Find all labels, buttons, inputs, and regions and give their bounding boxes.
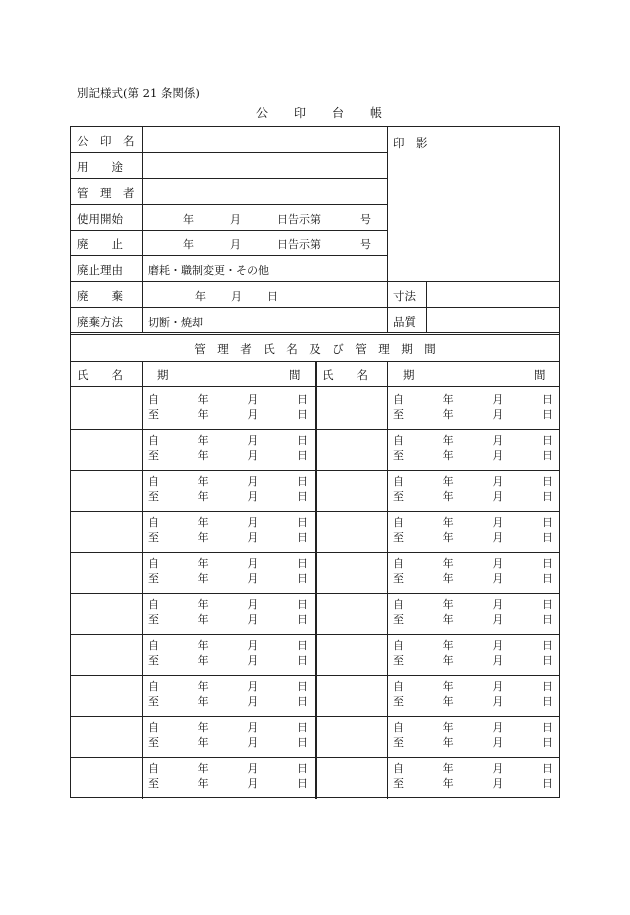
- period-to-row: [393, 735, 553, 750]
- period-to: 至: [393, 695, 404, 708]
- period-day: 日: [296, 721, 308, 734]
- period-year: 年: [442, 654, 454, 667]
- start-label: 使用開始: [77, 212, 123, 226]
- period-from-row: [393, 556, 553, 571]
- period-to-row: [148, 489, 308, 504]
- period-day: 日: [296, 762, 308, 775]
- period-day: 日: [296, 777, 308, 790]
- period-from-row: [148, 515, 308, 530]
- period-from-row: [148, 679, 308, 694]
- period-year: 年: [442, 393, 454, 406]
- period-day: 日: [541, 516, 553, 529]
- period-day: 日: [296, 490, 308, 503]
- period-day: 日: [541, 736, 553, 749]
- period-to-row: [393, 776, 553, 791]
- period-day: 日: [541, 721, 553, 734]
- period-day: 日: [541, 531, 553, 544]
- period-month: 月: [492, 777, 504, 790]
- divider: [71, 281, 559, 282]
- period-month: 月: [247, 475, 259, 488]
- period-year: 年: [197, 516, 209, 529]
- abolish-label: 廃 止: [77, 237, 123, 251]
- period-cell: [393, 556, 553, 586]
- period-to-row: [148, 694, 308, 709]
- period-cell: [148, 597, 308, 627]
- period-year: 年: [197, 572, 209, 585]
- period-cell: [148, 515, 308, 545]
- period-day: 日: [541, 408, 553, 421]
- period-day: 日: [541, 762, 553, 775]
- period-from-row: [393, 679, 553, 694]
- period-to-row: [148, 653, 308, 668]
- size-label: 寸法: [393, 289, 416, 303]
- divider: [71, 634, 559, 635]
- period-day: 日: [541, 475, 553, 488]
- period-year: 年: [442, 572, 454, 585]
- period-from-row: [148, 433, 308, 448]
- period-from-row: [148, 761, 308, 776]
- col-period-end-right: 間: [534, 368, 546, 382]
- period-from-row: [393, 638, 553, 653]
- period-year: 年: [442, 531, 454, 544]
- period-day: 日: [541, 572, 553, 585]
- period-from-row: [148, 392, 308, 407]
- double-divider: [71, 332, 559, 335]
- period-day: 日: [296, 639, 308, 652]
- period-from-row: [393, 761, 553, 776]
- title-char: 台: [332, 106, 345, 120]
- period-day: 日: [296, 736, 308, 749]
- period-day: 日: [541, 695, 553, 708]
- period-to: 至: [148, 654, 159, 667]
- period-to: 至: [393, 449, 404, 462]
- period-year: 年: [197, 434, 209, 447]
- period-year: 年: [197, 762, 209, 775]
- period-to: 至: [393, 613, 404, 626]
- period-to: 至: [148, 777, 159, 790]
- period-year: 年: [442, 736, 454, 749]
- period-from-row: [148, 720, 308, 735]
- period-month: 月: [492, 475, 504, 488]
- period-from: 自: [393, 434, 404, 447]
- period-month: 月: [247, 531, 259, 544]
- period-year: 年: [197, 598, 209, 611]
- period-to: 至: [148, 449, 159, 462]
- period-cell: [148, 392, 308, 422]
- period-month: 月: [247, 695, 259, 708]
- divider: [142, 361, 143, 799]
- imprint-label: 印 影: [393, 136, 428, 150]
- period-month: 月: [492, 434, 504, 447]
- period-month: 月: [247, 777, 259, 790]
- period-year: 年: [197, 654, 209, 667]
- period-day: 日: [296, 654, 308, 667]
- period-year: 年: [442, 598, 454, 611]
- period-cell: [148, 556, 308, 586]
- seal-ledger-table: 公 印 名 用 途 管 理 者 使用開始 廃 止 廃止理由 廃 棄 廃棄方法 印 影 寸法 品質 年 月 日告示第 号 年 月 日告示第 号 磨耗・職制変更・その他 年 月 日 切断・焼却 管 理 者 氏 名 及 び 管 理 期 間 氏 名 期 間 氏 名 期 間 自 年 月 日 至 年 月 日 自 年 月 日 至 年 月 日 自 年 月 日 至 年 月 日 自 年 月 日 至 年 月 日 自 年 月 日 至 年 月 日 自 年 月 日 至 年 月 日 自 年 月 日 至 年 月 日 自 年 月 日 至 年 月 日 自 年 月 日 至 年 月 日 自 年 月 日 至 年 月 日 自 年 月 日 至 年 月 日 自 年 月 日 至 年 月 日 自 年 月 日 至 年 月 日 自 年 月 日 至 年 月 日 自 年 月 日 至 年 月 日 自 年 月 日 至 年 月 日 自 年 月 日 至 年 月 日 自 年 月 日 至 年 月 日 自 年 月 日 至 年 月 日 自 年 月 日 至 年 月 日: [70, 126, 560, 798]
- period-day: 日: [296, 516, 308, 529]
- period-year: 年: [197, 408, 209, 421]
- period-from: 自: [148, 393, 159, 406]
- period-month: 月: [492, 613, 504, 626]
- divider: [71, 511, 559, 512]
- period-to: 至: [393, 531, 404, 544]
- period-month: 月: [247, 490, 259, 503]
- period-day: 日: [541, 490, 553, 503]
- period-day: 日: [541, 680, 553, 693]
- period-to: 至: [148, 572, 159, 585]
- period-to: 至: [148, 613, 159, 626]
- divider: [71, 429, 559, 430]
- divider: [71, 552, 559, 553]
- divider: [387, 361, 388, 799]
- period-from: 自: [393, 762, 404, 775]
- divider: [71, 675, 559, 676]
- period-to: 至: [148, 695, 159, 708]
- period-month: 月: [247, 762, 259, 775]
- col-period-start-left: 期: [157, 368, 169, 382]
- divider: [71, 307, 559, 308]
- period-from: 自: [148, 434, 159, 447]
- period-from: 自: [393, 598, 404, 611]
- period-month: 月: [247, 408, 259, 421]
- period-month: 月: [247, 572, 259, 585]
- period-year: 年: [442, 557, 454, 570]
- period-month: 月: [492, 598, 504, 611]
- period-year: 年: [442, 613, 454, 626]
- period-year: 年: [442, 475, 454, 488]
- period-to-row: [393, 571, 553, 586]
- period-to-row: [148, 612, 308, 627]
- period-month: 月: [492, 695, 504, 708]
- col-period-end-left: 間: [289, 368, 301, 382]
- period-to-row: [393, 530, 553, 545]
- divider: [71, 178, 387, 179]
- period-month: 月: [492, 736, 504, 749]
- period-month: 月: [492, 680, 504, 693]
- form-heading: 別記様式(第 21 条関係): [77, 86, 200, 100]
- period-day: 日: [296, 449, 308, 462]
- period-month: 月: [247, 393, 259, 406]
- reason-value: 磨耗・職制変更・その他: [148, 264, 269, 277]
- col-name-left: 氏 名: [77, 368, 123, 382]
- period-from: 自: [148, 762, 159, 775]
- period-from: 自: [393, 721, 404, 734]
- period-year: 年: [197, 777, 209, 790]
- period-from: 自: [148, 598, 159, 611]
- period-day: 日: [296, 695, 308, 708]
- period-from: 自: [393, 393, 404, 406]
- period-to-row: [148, 407, 308, 422]
- period-month: 月: [247, 680, 259, 693]
- period-day: 日: [296, 393, 308, 406]
- discard-label: 廃 棄: [77, 289, 123, 303]
- period-from: 自: [148, 475, 159, 488]
- period-from-row: [393, 515, 553, 530]
- period-year: 年: [442, 434, 454, 447]
- period-year: 年: [442, 721, 454, 734]
- period-year: 年: [197, 393, 209, 406]
- period-month: 月: [492, 639, 504, 652]
- period-to: 至: [148, 408, 159, 421]
- period-year: 年: [197, 695, 209, 708]
- manager-label: 管 理 者: [77, 186, 135, 200]
- period-day: 日: [541, 613, 553, 626]
- period-from: 自: [148, 639, 159, 652]
- period-month: 月: [247, 721, 259, 734]
- period-day: 日: [296, 613, 308, 626]
- period-month: 月: [247, 557, 259, 570]
- period-month: 月: [247, 736, 259, 749]
- period-month: 月: [247, 639, 259, 652]
- period-month: 月: [492, 490, 504, 503]
- period-to-row: [148, 571, 308, 586]
- period-from-row: [393, 433, 553, 448]
- period-to-row: [148, 735, 308, 750]
- period-to-row: [393, 612, 553, 627]
- period-to: 至: [148, 531, 159, 544]
- period-from: 自: [393, 516, 404, 529]
- period-day: 日: [296, 434, 308, 447]
- period-day: 日: [296, 557, 308, 570]
- use-label: 用 途: [77, 160, 123, 174]
- period-to: 至: [393, 736, 404, 749]
- col-period-start-right: 期: [403, 368, 415, 382]
- period-to: 至: [393, 654, 404, 667]
- period-month: 月: [492, 516, 504, 529]
- page-title: [256, 104, 408, 121]
- title-char: 帳: [370, 106, 383, 120]
- period-to-row: [393, 653, 553, 668]
- divider: [71, 204, 387, 205]
- period-from: 自: [393, 475, 404, 488]
- period-day: 日: [541, 449, 553, 462]
- period-month: 月: [492, 654, 504, 667]
- divider: [71, 230, 387, 231]
- period-from-row: [148, 474, 308, 489]
- period-month: 月: [492, 449, 504, 462]
- period-cell: [148, 433, 308, 463]
- period-day: 日: [541, 557, 553, 570]
- period-year: 年: [197, 557, 209, 570]
- period-year: 年: [442, 777, 454, 790]
- divider: [315, 361, 317, 799]
- period-year: 年: [197, 613, 209, 626]
- period-cell: [393, 720, 553, 750]
- period-day: 日: [296, 680, 308, 693]
- period-cell: [148, 761, 308, 791]
- period-day: 日: [296, 598, 308, 611]
- period-to: 至: [393, 777, 404, 790]
- method-value: 切断・焼却: [148, 316, 203, 329]
- divider: [71, 593, 559, 594]
- period-day: 日: [541, 654, 553, 667]
- title-char: 印: [294, 106, 307, 120]
- period-year: 年: [442, 516, 454, 529]
- period-month: 月: [492, 572, 504, 585]
- period-year: 年: [442, 449, 454, 462]
- period-cell: [393, 433, 553, 463]
- period-day: 日: [541, 434, 553, 447]
- period-cell: [148, 720, 308, 750]
- period-month: 月: [247, 516, 259, 529]
- period-year: 年: [197, 531, 209, 544]
- period-month: 月: [492, 393, 504, 406]
- period-year: 年: [197, 680, 209, 693]
- period-month: 月: [492, 762, 504, 775]
- period-day: 日: [296, 408, 308, 421]
- period-day: 日: [541, 639, 553, 652]
- period-from: 自: [393, 680, 404, 693]
- period-day: 日: [296, 531, 308, 544]
- divider: [71, 152, 387, 153]
- period-day: 日: [296, 475, 308, 488]
- period-year: 年: [442, 490, 454, 503]
- period-from: 自: [148, 516, 159, 529]
- period-from-row: [393, 720, 553, 735]
- period-to-row: [393, 489, 553, 504]
- period-year: 年: [442, 762, 454, 775]
- period-to: 至: [393, 408, 404, 421]
- period-from: 自: [148, 557, 159, 570]
- period-to: 至: [148, 736, 159, 749]
- title-char: 公: [256, 106, 269, 120]
- period-from: 自: [393, 639, 404, 652]
- period-month: 月: [492, 408, 504, 421]
- divider: [71, 757, 559, 758]
- period-to: 至: [393, 490, 404, 503]
- period-from-row: [393, 392, 553, 407]
- period-month: 月: [247, 449, 259, 462]
- period-to: 至: [393, 572, 404, 585]
- period-cell: [148, 679, 308, 709]
- period-year: 年: [442, 408, 454, 421]
- period-to-row: [148, 448, 308, 463]
- period-year: 年: [197, 639, 209, 652]
- period-from-row: [393, 474, 553, 489]
- period-month: 月: [492, 531, 504, 544]
- reason-label: 廃止理由: [77, 263, 123, 277]
- period-to-row: [148, 776, 308, 791]
- period-to-row: [393, 407, 553, 422]
- period-month: 月: [247, 434, 259, 447]
- period-cell: [393, 638, 553, 668]
- period-to-row: [393, 448, 553, 463]
- period-month: 月: [492, 557, 504, 570]
- seal-name-label: 公 印 名: [77, 134, 135, 148]
- period-year: 年: [442, 639, 454, 652]
- period-day: 日: [296, 572, 308, 585]
- divider: [387, 127, 388, 333]
- period-month: 月: [492, 721, 504, 734]
- method-label: 廃棄方法: [77, 315, 123, 329]
- col-name-right: 氏 名: [322, 368, 368, 382]
- period-cell: [148, 638, 308, 668]
- period-cell: [393, 679, 553, 709]
- period-to-row: [148, 530, 308, 545]
- period-from-row: [148, 556, 308, 571]
- period-year: 年: [197, 449, 209, 462]
- period-from: 自: [148, 680, 159, 693]
- period-to-row: [393, 694, 553, 709]
- quality-label: 品質: [393, 315, 416, 329]
- divider: [71, 255, 387, 256]
- period-day: 日: [541, 777, 553, 790]
- period-to: 至: [148, 490, 159, 503]
- period-cell: [393, 515, 553, 545]
- period-year: 年: [197, 721, 209, 734]
- period-cell: [393, 392, 553, 422]
- period-day: 日: [541, 393, 553, 406]
- period-cell: [148, 474, 308, 504]
- divider: [71, 716, 559, 717]
- period-cell: [393, 474, 553, 504]
- period-from: 自: [393, 557, 404, 570]
- period-month: 月: [247, 598, 259, 611]
- period-month: 月: [247, 613, 259, 626]
- manager-section-header: 管 理 者 氏 名 及 び 管 理 期 間: [194, 342, 436, 356]
- period-from-row: [148, 597, 308, 612]
- period-from-row: [393, 597, 553, 612]
- period-cell: [393, 761, 553, 791]
- period-day: 日: [541, 598, 553, 611]
- period-year: 年: [197, 475, 209, 488]
- period-cell: [393, 597, 553, 627]
- period-month: 月: [247, 654, 259, 667]
- period-year: 年: [442, 680, 454, 693]
- period-from-row: [148, 638, 308, 653]
- divider: [71, 470, 559, 471]
- period-year: 年: [442, 695, 454, 708]
- period-from: 自: [148, 721, 159, 734]
- period-year: 年: [197, 736, 209, 749]
- period-year: 年: [197, 490, 209, 503]
